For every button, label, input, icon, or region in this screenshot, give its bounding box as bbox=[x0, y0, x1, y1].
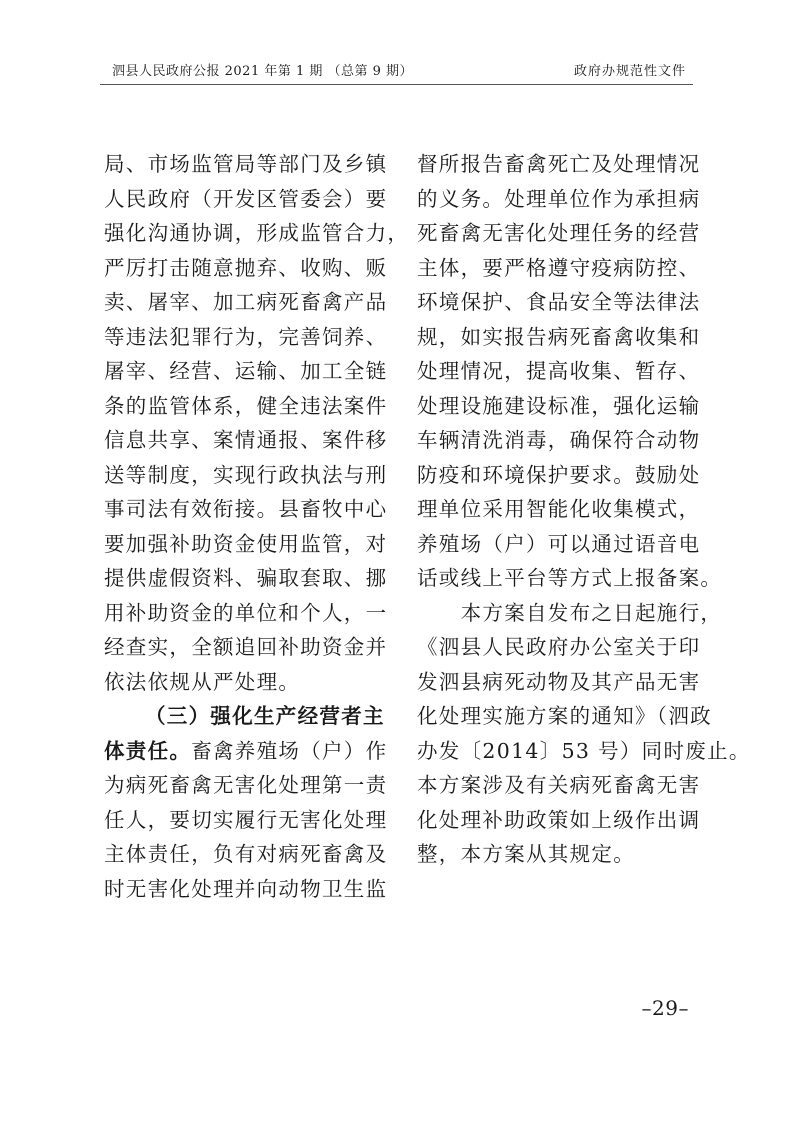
text-line: 主体责任，负有对病死畜禽及 bbox=[104, 842, 388, 866]
text-line: 主体，要严格遵守疫病防控、 bbox=[417, 255, 701, 280]
header-section-title: 政府办规范性文件 bbox=[573, 64, 686, 79]
text-line: 送等制度，实现行政执法与刑 bbox=[104, 462, 388, 487]
header-divider bbox=[100, 84, 693, 85]
text-line: 任人，要切实履行无害化处理 bbox=[104, 807, 388, 832]
text-line: 为病死畜禽无害化处理第一责 bbox=[104, 773, 388, 797]
text-line: 处理设施建设标准，强化运输 bbox=[417, 393, 701, 418]
text-line: 本方案涉及有关病死畜禽无害 bbox=[417, 773, 701, 797]
left-column bbox=[104, 147, 410, 906]
text-line: 化处理实施方案的通知》（泗政 bbox=[417, 704, 712, 728]
text-line bbox=[104, 734, 389, 769]
page-number: –29– bbox=[641, 996, 689, 1020]
text-line: 死畜禽无害化处理任务的经营 bbox=[417, 221, 701, 245]
text-line: 时无害化处理并向动物卫生监 bbox=[104, 876, 388, 901]
text-line: 车辆清洗消毒，确保符合动物 bbox=[417, 428, 701, 452]
text-line: 要加强补助资金使用监管，对 bbox=[104, 531, 388, 556]
right-column bbox=[417, 147, 751, 872]
section-text: 畜禽养殖场（户）作 bbox=[191, 738, 388, 763]
text-line: 信息共享、案情通报、案件移 bbox=[104, 428, 388, 452]
text-line: 屠宰、经营、运输、加工全链 bbox=[104, 359, 388, 383]
text-line: 依法依规从严处理。 bbox=[104, 669, 301, 694]
text-line: 化处理补助政策如上级作出调 bbox=[417, 807, 701, 832]
text-line: 理单位采用智能化收集模式， bbox=[417, 497, 701, 521]
text-line: 局、市场监管局等部门及乡镇 bbox=[104, 152, 388, 176]
text-line: 处理情况，提高收集、暂存、 bbox=[417, 359, 701, 383]
text-line: 《泗县人民政府办公室关于印 bbox=[417, 635, 701, 659]
text-line: 事司法有效衔接。县畜牧中心 bbox=[104, 497, 388, 521]
text-line: 环境保护、食品安全等法律法 bbox=[417, 290, 701, 314]
text-line: 话或线上平台等方式上报备案。 bbox=[417, 566, 723, 590]
text-line: 发泗县病死动物及其产品无害 bbox=[417, 669, 701, 694]
text-line: 办发〔2014〕53 号）同时废止。 bbox=[417, 738, 751, 763]
text-line: 等违法犯罪行为，完善饲养、 bbox=[104, 324, 388, 349]
section-heading-line bbox=[104, 699, 389, 734]
section-heading-continued: 体责任。 bbox=[104, 738, 192, 763]
text-line: 强化沟通协调，形成监管合力， bbox=[104, 221, 410, 245]
text-line: 防疫和环境保护要求。鼓励处 bbox=[417, 462, 701, 487]
section-heading: （三）强化生产经营者主 bbox=[145, 704, 385, 728]
text-line: 整，本方案从其规定。 bbox=[417, 842, 635, 866]
text-line: 严厉打击随意抛弃、收购、贩 bbox=[104, 255, 388, 280]
text-line: 的义务。处理单位作为承担病 bbox=[417, 186, 701, 211]
text-line: 提供虚假资料、骗取套取、挪 bbox=[104, 566, 388, 590]
text-line: 卖、屠宰、加工病死畜禽产品 bbox=[104, 290, 388, 314]
text-line: 用补助资金的单位和个人，一 bbox=[104, 600, 388, 625]
text-line: 人民政府（开发区管委会）要 bbox=[104, 186, 388, 211]
text-line: 本方案自发布之日起施行， bbox=[417, 600, 723, 625]
text-line: 规，如实报告病死畜禽收集和 bbox=[417, 324, 701, 349]
text-line: 条的监管体系，健全违法案件 bbox=[104, 393, 388, 418]
text-line: 督所报告畜禽死亡及处理情况 bbox=[417, 152, 701, 176]
text-line: 经查实，全额追回补助资金并 bbox=[104, 635, 388, 659]
text-line: 养殖场（户）可以通过语音电 bbox=[417, 531, 701, 556]
header-publication-title: 泗县人民政府公报 2021 年第 1 期 （总第 9 期） bbox=[112, 64, 414, 79]
